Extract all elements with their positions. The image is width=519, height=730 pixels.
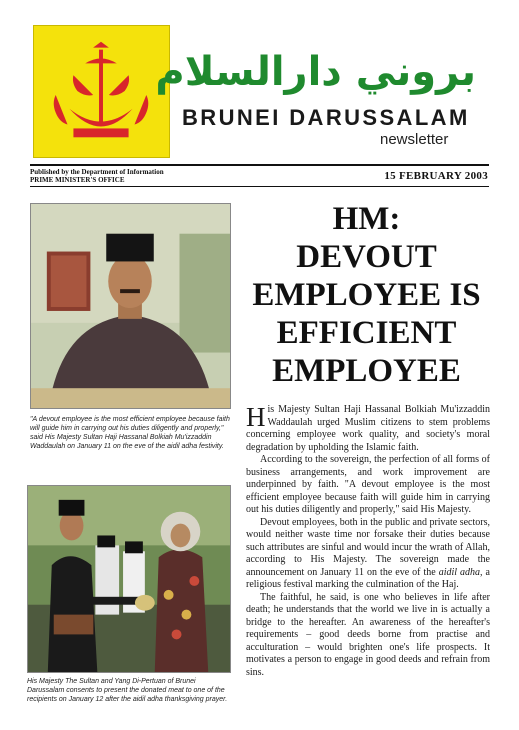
sultan-portrait-photo	[30, 203, 231, 409]
presentation-illustration	[28, 486, 230, 672]
publisher-office: PRIME MINISTER'S OFFICE	[30, 176, 125, 184]
header-rule-bottom	[30, 186, 489, 187]
article-paragraph: The faithful, he said, is one who believes in life after death; he understands that the world we live in is actually a bridge to the hereafter. An awareness of the hereafter's requirements – good deeds borne from practise and acculturation – would brighten one's life prospects. It motivates a person to engage in good deeds and refrain from sins.	[246, 591, 490, 678]
paragraph-emphasis: aidil adha,	[438, 566, 483, 578]
headline-line: HM:	[332, 201, 401, 237]
meat-presentation-photo	[27, 485, 231, 673]
article-body	[246, 404, 490, 679]
headline-line: EMPLOYEE	[272, 353, 461, 389]
header-rule-top	[30, 164, 489, 166]
issue-date: 15 FEBRUARY 2003	[384, 170, 488, 182]
brunei-emblem-icon	[34, 26, 169, 157]
publisher-info	[30, 168, 250, 184]
headline-line: DEVOUT	[296, 239, 437, 275]
masthead-title: BRUNEI DARUSSALAM	[182, 105, 470, 130]
photo-caption-portrait: "A devout employee is the most efficient employee because faith will guide him in carrying out his duties diligently and properly," said His Majesty Sultan Haji Hassanal Bolkiah Mu'izzaddin Waddaulah on January 11 on the eve of the aidil adha festivity.	[30, 416, 230, 450]
article-paragraph: According to the sovereign, the perfection of all forms of business arrangements, and work improvement are underpinned by faith. "A devout employee is the most efficient employee because faith will guide him in carrying out his duties diligently and properly," said His Majesty.	[246, 454, 490, 515]
paragraph-text: Devout employees, both in the public and private sectors, would neither waste time nor forsake their duties because such attributes are sinful and would incur the wrath of Allah, according to His Majesty. The sovereign made the announcement on January 11 on the eve of the	[246, 516, 490, 578]
paragraph-text: is Majesty Sultan Haji Hassanal Bolkiah Mu'izzaddin Waddaulah urged Muslim citizens to stem problems concerning employee work quality, and society's moral degradation by upholding the Islamic faith.	[246, 404, 490, 453]
drop-cap: H	[246, 402, 266, 432]
article-paragraph	[246, 517, 490, 592]
brunei-flag	[33, 25, 170, 158]
headline-line: EFFICIENT	[276, 315, 457, 351]
article-headline	[240, 200, 493, 390]
photo-caption-presentation: His Majesty The Sultan and Yang Di-Pertuan of Brunei Darussalam consents to present the donated meat to one of the recipients on January 12 after the aidil adha thanksgiving prayer.	[27, 678, 228, 703]
article-paragraph	[246, 404, 490, 454]
masthead-subtitle: newsletter	[380, 131, 449, 148]
portrait-illustration	[31, 204, 230, 408]
masthead-arabic-title: بروني دارالسلام	[155, 49, 476, 95]
headline-line: EMPLOYEE IS	[252, 277, 481, 313]
publisher-line: Published by the Department of Information	[30, 168, 164, 176]
paragraph-text: a religious festival marking the culmination of the Haj.	[246, 566, 490, 590]
